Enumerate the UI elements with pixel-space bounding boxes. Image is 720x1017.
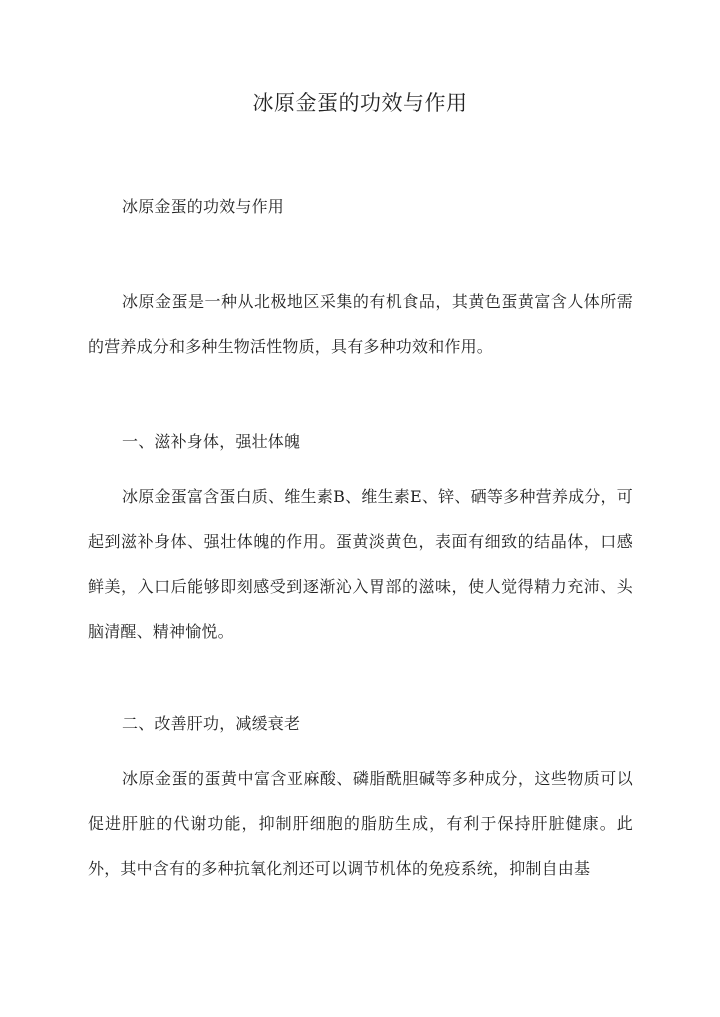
section-paragraph: 冰原金蛋富含蛋白质、维生素B、维生素E、锌、硒等多种营养成分，可起到滋补身体、强壮体魄的作用。蛋黄淡黄色，表面有细致的结晶体，口感鲜美，入口后能够即刻感受到逐渐沁入胃部的滋味，使人觉得精力充沛、头脑清醒、精神愉悦。 xyxy=(88,487,633,641)
document-subtitle: 冰原金蛋的功效与作用 xyxy=(122,197,285,216)
document-title: 冰原金蛋的功效与作用 xyxy=(252,91,468,115)
section-heading: 二、改善肝功，减缓衰老 xyxy=(122,714,301,733)
section-heading: 一、滋补身体，强壮体魄 xyxy=(122,432,301,451)
intro-paragraph: 冰原金蛋是一种从北极地区采集的有机食品，其黄色蛋黄富含人体所需的营养成分和多种生物活性物质，具有多种功效和作用。 xyxy=(88,292,633,356)
section-paragraph: 冰原金蛋的蛋黄中富含亚麻酸、磷脂酰胆碱等多种成分，这些物质可以促进肝脏的代谢功能，抑制肝细胞的脂肪生成，有利于保持肝脏健康。此外，其中含有的多种抗氧化剂还可以调节机体的免疫系统，抑制自由基 xyxy=(88,769,633,878)
